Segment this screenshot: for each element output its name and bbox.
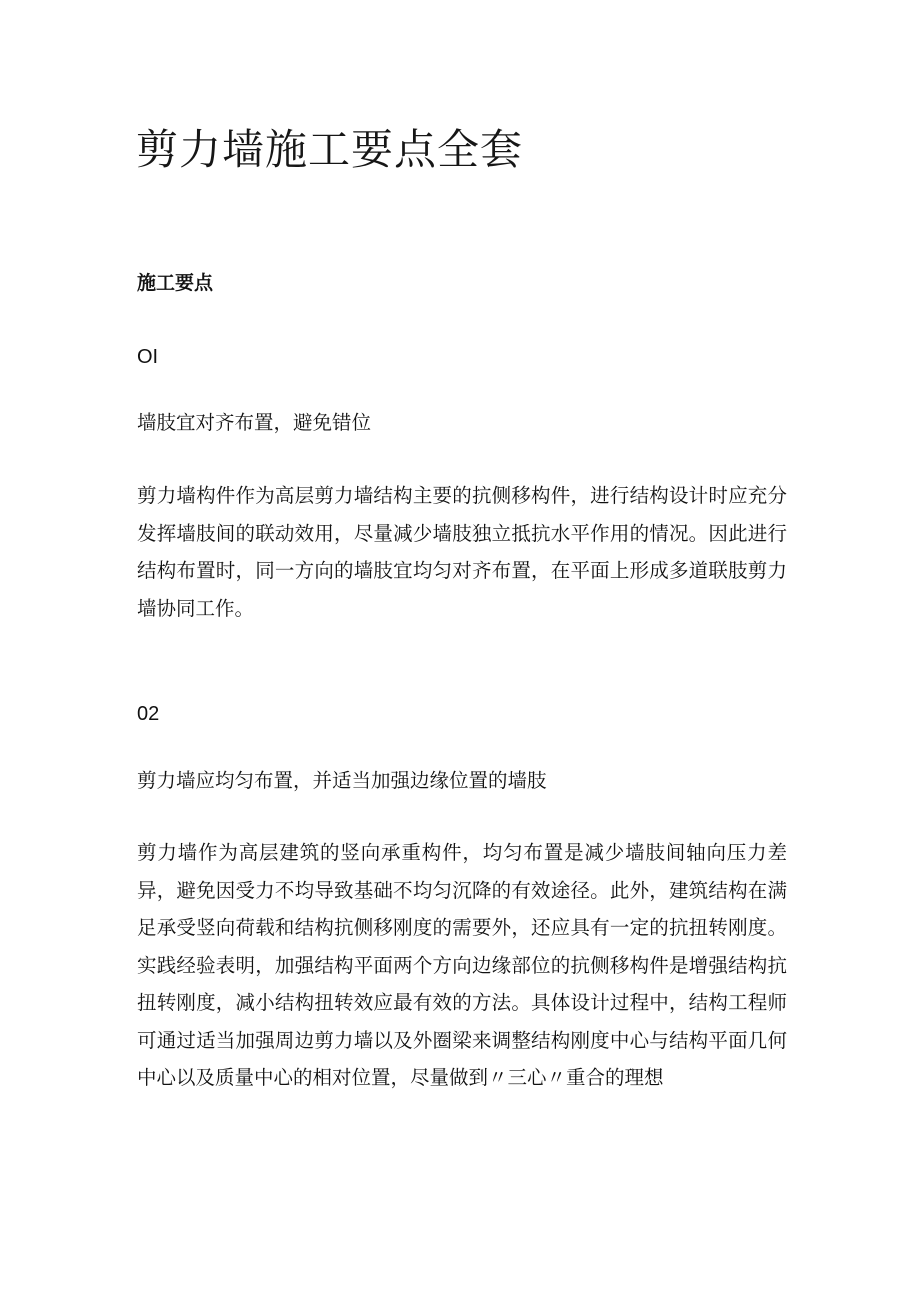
item-title-1: 墙肢宜对齐布置，避免错位: [137, 411, 372, 434]
item-number-2: 02: [137, 703, 160, 725]
document-title: 剪力墙施工要点全套: [136, 125, 524, 174]
item-title-2: 剪力墙应均匀布置，并适当加强边缘位置的墙肢: [137, 769, 547, 792]
item-paragraph-2: 剪力墙作为高层建筑的竖向承重构件，均匀布置是减少墙肢间轴向压力差异，避免因受力不均导致基础不均匀沉降的有效途径。此外，建筑结构在满足承受竖向荷载和结构抗侧移刚度的需要外，还应具有一定的抗扭转刚度。实践经验表明，加强结构平面两个方向边缘部位的抗侧移构件是增强结构抗扭转刚度，减小结构扭转效应最有效的方法。具体设计过程中，结构工程师可通过适当加强周边剪力墙以及外圈梁来调整结构刚度中心与结构平面几何中心以及质量中心的相对位置，尽量做到〃三心〃重合的理想: [137, 841, 787, 1089]
section-heading: 施工要点: [137, 272, 214, 294]
item-paragraph-1: 剪力墙构件作为高层剪力墙结构主要的抗侧移构件，进行结构设计时应充分发挥墙肢间的联动效用，尽量减少墙肢独立抵抗水平作用的情况。因此进行结构布置时，同一方向的墙肢宜均匀对齐布置，在平面上形成多道联肢剪力墙协同工作。: [137, 484, 787, 620]
item-number-1: OI: [137, 346, 159, 368]
